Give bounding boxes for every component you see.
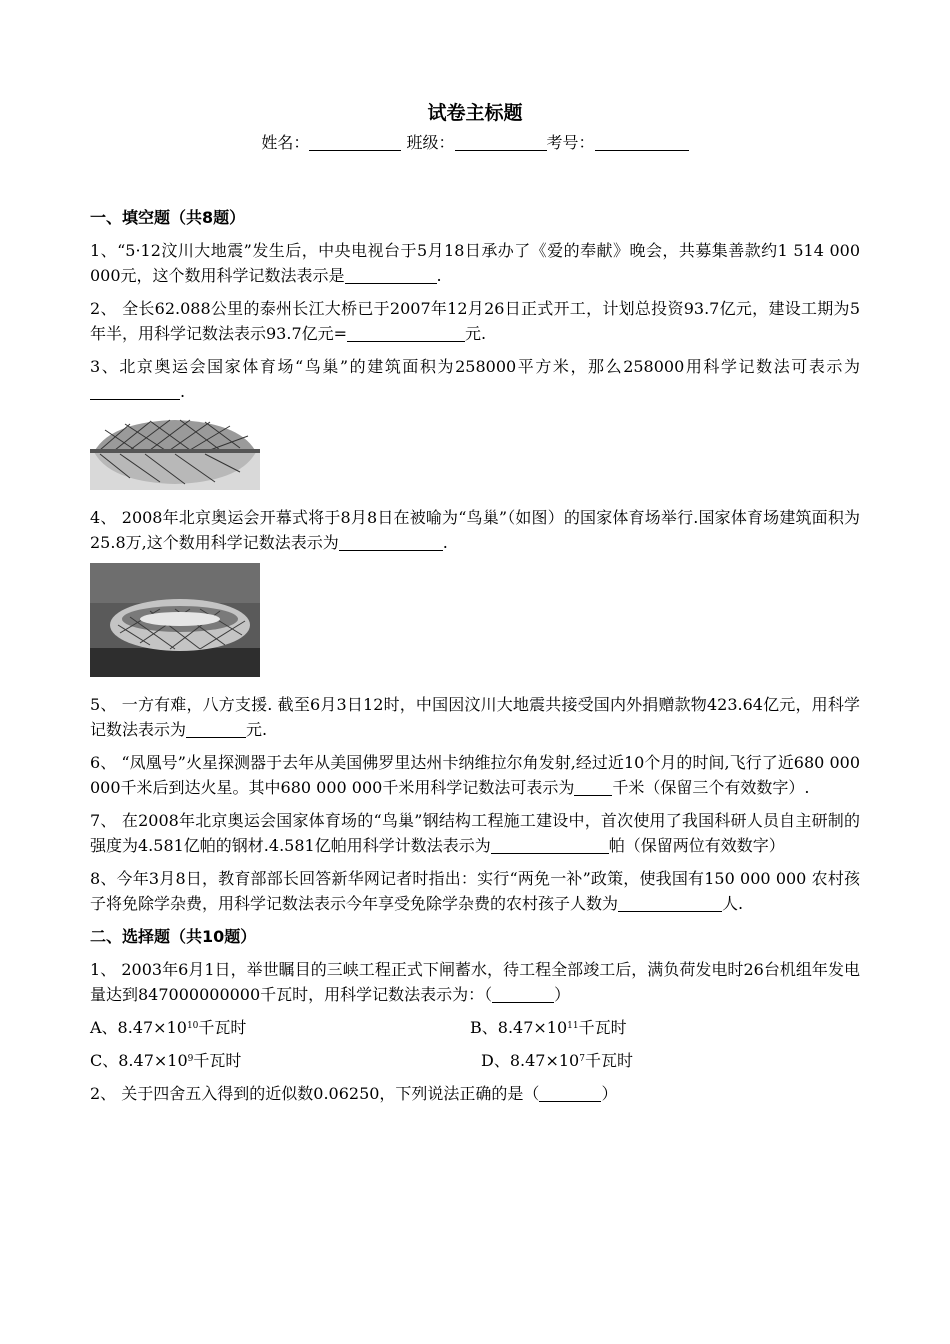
question-1-1: 1、“5·12汶川大地震”发生后，中央电视台于5月18日承办了《爱的奉献》晚会，共募集善款约1 514 000 000元，这个数用科学记数法表示是 .	[90, 241, 860, 285]
question-1-3: 3、北京奥运会国家体育场“鸟巢”的建筑面积为258000平方米，那么258000用科学记数法可表示为.	[90, 357, 860, 401]
answer-blank[interactable]	[345, 267, 437, 284]
options-row-1	[90, 1015, 860, 1040]
name-blank[interactable]	[309, 134, 401, 151]
answer-blank[interactable]	[492, 986, 554, 1003]
option-b[interactable]: B、$8.47\times 10^{11}$千瓦时	[470, 1018, 627, 1037]
question-1-8: 8、今年3月8日，教育部部长回答新华网记者时指出：实行“两免一补”政策，使我国有150 000 000 农村孩子将免除学杂费，用科学记数法表示今年享受免除学杂费的农村孩子人数为 人.	[90, 869, 860, 913]
option-d[interactable]: D、$8.47\times 10^7$千瓦时	[481, 1051, 633, 1070]
option-c[interactable]: C、$8.47\times 10^9$千瓦时	[90, 1051, 242, 1070]
name-label: 姓名：	[261, 133, 310, 152]
class-label: 班级：	[406, 133, 455, 152]
id-label: 考号：	[546, 133, 595, 152]
class-blank[interactable]	[455, 134, 547, 151]
options-row-2	[90, 1048, 860, 1073]
birds-nest-photo-1	[90, 412, 860, 497]
answer-blank[interactable]	[539, 1085, 601, 1102]
section-choice-title: 二、选择题（共10题）	[90, 927, 257, 946]
question-1-2: 2、 全长62.088公里的泰州长江大桥已于2007年12月26日正式开工，计划总投资93.7亿元，建设工期为5年半，用科学记数法表示93.7亿元= 元.	[90, 299, 860, 343]
stadium-aerial-photo	[90, 563, 260, 677]
question-1-6: 6、 “凤凰号”火星探测器于去年从美国佛罗里达州卡纳维拉尔角发射,经过近10个月的时间,飞行了近680 000 000千米后到达火星。其中680 000 000千米用科学记数法可表示为 千米（保留三个有效数字）.	[90, 753, 860, 797]
question-2-2: 2、 关于四舍五入得到的近似数0.06250，下列说法正确的是（ ）	[90, 1084, 618, 1103]
birds-nest-photo-2	[90, 563, 860, 684]
stadium-photo-reflection	[90, 412, 260, 490]
answer-blank[interactable]	[339, 534, 443, 551]
page-title: 试卷主标题	[427, 102, 523, 124]
answer-blank[interactable]	[90, 383, 180, 400]
question-1-5: 5、 一方有难，八方支援. 截至6月3日12时，中国因汶川大地震共接受国内外捐赠款物423.64亿元，用科学记数法表示为 元.	[90, 695, 860, 739]
id-blank[interactable]	[595, 134, 689, 151]
student-info-line	[0, 130, 950, 153]
question-1-7: 7、 在2008年北京奥运会国家体育场的“鸟巢”钢结构工程施工建设中，首次使用了我国科研人员自主研制的强度为4.581亿帕的钢材.4.581亿帕用科学计数法表示为 帕（保留两位有效数字）	[90, 811, 860, 855]
answer-blank[interactable]	[618, 895, 722, 912]
question-2-1: 1、 2003年6月1日，举世瞩目的三峡工程正式下闸蓄水，待工程全部竣工后，满负荷发电时26台机组年发电量达到847000000000千瓦时，用科学记数法表示为：（ ）	[90, 960, 860, 1004]
answer-blank[interactable]	[347, 325, 465, 342]
answer-blank[interactable]	[491, 837, 609, 854]
answer-blank[interactable]	[574, 779, 612, 796]
question-1-4: 4、 2008年北京奥运会开幕式将于8月8日在被喻为“鸟巢”（如图）的国家体育场举行.国家体育场建筑面积为25.8万,这个数用科学记数法表示为 .	[90, 508, 860, 552]
option-a[interactable]: A、$8.47\times 10^{10}$千瓦时	[90, 1018, 247, 1037]
answer-blank[interactable]	[186, 721, 246, 738]
exam-content	[90, 205, 860, 1114]
section-fill-blank-title: 一、填空题（共8题）	[90, 208, 246, 227]
